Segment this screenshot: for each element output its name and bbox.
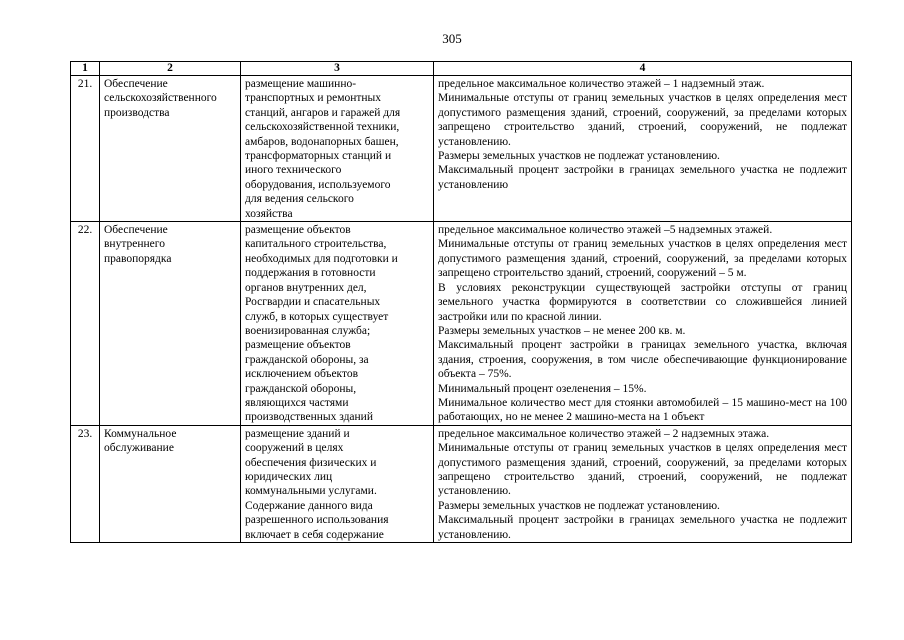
description-line: гражданской обороны, [245, 382, 357, 395]
row-number: 22. [71, 222, 100, 426]
description-line: капитального строительства, [245, 238, 387, 251]
description-line: производственных зданий [245, 411, 373, 424]
use-parameters [434, 425, 852, 542]
use-name [100, 222, 241, 426]
parameter-paragraph: Размеры земельных участков не подлежат установлению. [438, 499, 720, 512]
parameter-paragraph: Максимальный процент застройки в границах земельного участка, включая здания, строения, сооружения, в том числе обеспечивающие функционирование объекта – 75%. [438, 339, 847, 381]
description-line: включает в себя содержание [245, 528, 384, 541]
row-number: 21. [71, 76, 100, 222]
parameter-paragraph: Минимальные отступы от границ земельных участков в целях определения мест допустимого размещения зданий, строений, сооружений, за пределами которых запрещено строительство зданий, строений, сооружений, не подлежат установлению. [438, 442, 847, 498]
description-line: размещение объектов [245, 339, 351, 352]
description-line: трансформаторных станций и [245, 150, 392, 163]
parameter-paragraph: Размеры земельных участков не подлежат установлению. [438, 150, 720, 163]
description-line: оборудования, используемого [245, 178, 391, 191]
row-number: 23. [71, 425, 100, 542]
parameter-paragraph: предельное максимальное количество этажей – 2 надземных этажа. [438, 427, 770, 440]
parameter-paragraph: Размеры земельных участков – не менее 200 кв. м. [438, 324, 686, 337]
description-line: военизированная служба; [245, 324, 371, 337]
parameter-paragraph: Минимальные отступы от границ земельных участков в целях определения мест допустимого размещения зданий, строений, сооружений, за пределами которых запрещено строительство зданий, строений, сооружений – 5 м. [438, 238, 847, 280]
description-line: органов внутренних дел, [245, 281, 367, 294]
description-line: размещение объектов [245, 224, 351, 237]
table-row [71, 222, 852, 426]
table-row [71, 425, 852, 542]
description-line: станций, ангаров и гаражей для [245, 106, 401, 119]
parameter-paragraph: предельное максимальное количество этажей –5 надземных этажей. [438, 224, 773, 237]
land-use-table [70, 61, 852, 543]
description-line: служб, в которых существует [245, 310, 389, 323]
description-line: поддержания в готовности [245, 267, 376, 280]
use-parameters [434, 222, 852, 426]
description-line: коммунальными услугами. [245, 485, 377, 498]
description-line: транспортных и ремонтных [245, 92, 382, 105]
parameter-paragraph: Минимальные отступы от границ земельных участков в целях определения мест допустимого размещения зданий, строений, сооружений, за пределами которых запрещено строительство зданий, строений, сооружений, не подлежат установлению. [438, 92, 847, 148]
header-col-2: 2 [100, 62, 241, 76]
use-description [241, 76, 434, 222]
description-line: размещение машинно- [245, 78, 357, 90]
use-name-line: обслуживание [104, 442, 174, 455]
use-name [100, 76, 241, 222]
use-description [241, 222, 434, 426]
description-line: сельскохозяйственной техники, [245, 121, 400, 134]
use-name-line: сельскохозяйственного [104, 92, 217, 105]
parameter-paragraph: Максимальный процент застройки в границах земельного участка не подлежит установлению [438, 164, 847, 191]
use-name-line: Коммунальное [104, 427, 177, 440]
parameter-paragraph: В условиях реконструкции существующей застройки отступы от границ земельного участка формируются в соответствии со сложившейся линией застройки или по красной линии. [438, 281, 847, 323]
description-line: амбаров, водонапорных башен, [245, 135, 399, 148]
description-line: сооружений в целях [245, 442, 344, 455]
description-line: для ведения сельского [245, 193, 354, 206]
use-name-line: производства [104, 106, 170, 119]
parameter-paragraph: предельное максимальное количество этажей – 1 надземный этаж. [438, 78, 765, 90]
description-line: исключением объектов [245, 368, 359, 381]
description-line: иного технического [245, 164, 342, 177]
description-line: необходимых для подготовки и [245, 252, 398, 265]
use-description [241, 425, 434, 542]
use-name [100, 425, 241, 542]
header-col-4: 4 [434, 62, 852, 76]
description-line: обеспечения физических и [245, 456, 377, 469]
description-line: Содержание данного вида [245, 499, 373, 512]
use-name-line: внутреннего [104, 238, 165, 251]
description-line: являющихся частями [245, 396, 349, 409]
use-name-line: Обеспечение [104, 224, 168, 237]
table-row [71, 76, 852, 222]
description-line: хозяйства [245, 207, 293, 220]
description-line: размещение зданий и [245, 427, 350, 440]
parameter-paragraph: Максимальный процент застройки в границах земельного участка не подлежит установлению. [438, 514, 847, 541]
table-header-row [71, 62, 852, 76]
header-col-3: 3 [241, 62, 434, 76]
page-number: 305 [442, 31, 462, 46]
description-line: Росгвардии и спасательных [245, 296, 381, 309]
parameter-paragraph: Минимальное количество мест для стоянки автомобилей – 15 машино-мест на 100 работающих, но не менее 2 машино-места на 1 объект [438, 396, 847, 424]
parameter-paragraph: Минимальный процент озеленения – 15%. [438, 382, 647, 395]
use-name-line: Обеспечение [104, 78, 168, 90]
description-line: гражданской обороны, за [245, 353, 369, 366]
use-parameters [434, 76, 852, 222]
description-line: разрешенного использования [245, 514, 389, 527]
header-col-1: 1 [71, 62, 100, 76]
use-name-line: правопорядка [104, 252, 172, 265]
description-line: юридических лиц [245, 470, 333, 483]
